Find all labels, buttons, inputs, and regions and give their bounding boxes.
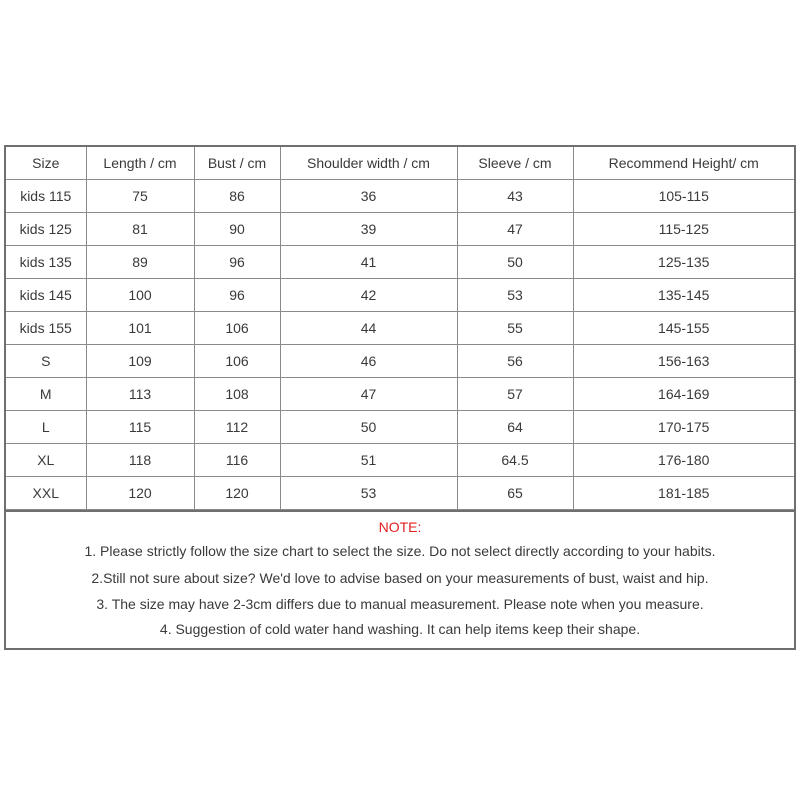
header-length: Length / cm [86, 147, 194, 180]
cell-shoulder-width: 50 [280, 411, 457, 444]
note-line-1: 1. Please strictly follow the size chart to select the size. Do not select directly according to your habits. [84, 543, 716, 559]
cell-size: XL [6, 444, 86, 477]
cell-bust: 116 [194, 444, 280, 477]
cell-shoulder-width: 47 [280, 378, 457, 411]
cell-length: 109 [86, 345, 194, 378]
header-shoulder-width: Shoulder width / cm [280, 147, 457, 180]
cell-length: 113 [86, 378, 194, 411]
cell-shoulder-width: 39 [280, 213, 457, 246]
cell-bust: 112 [194, 411, 280, 444]
cell-sleeve: 43 [457, 180, 573, 213]
cell-sleeve: 57 [457, 378, 573, 411]
cell-recommend-height: 105-115 [573, 180, 794, 213]
cell-recommend-height: 125-135 [573, 246, 794, 279]
cell-length: 115 [86, 411, 194, 444]
cell-shoulder-width: 53 [280, 477, 457, 510]
table-row [6, 246, 794, 279]
cell-shoulder-width: 44 [280, 312, 457, 345]
note-line-4: 4. Suggestion of cold water hand washing. It can help items keep their shape. [159, 621, 641, 637]
cell-recommend-height: 145-155 [573, 312, 794, 345]
note-title: NOTE: [378, 519, 422, 535]
cell-sleeve: 55 [457, 312, 573, 345]
cell-recommend-height: 181-185 [573, 477, 794, 510]
table-row [6, 477, 794, 510]
cell-bust: 108 [194, 378, 280, 411]
cell-recommend-height: 115-125 [573, 213, 794, 246]
cell-length: 81 [86, 213, 194, 246]
cell-sleeve: 64.5 [457, 444, 573, 477]
cell-sleeve: 64 [457, 411, 573, 444]
cell-shoulder-width: 46 [280, 345, 457, 378]
cell-shoulder-width: 41 [280, 246, 457, 279]
cell-length: 101 [86, 312, 194, 345]
table-row [6, 180, 794, 213]
note-line-3: 3. The size may have 2-3cm differs due to manual measurement. Please note when you measure. [96, 596, 704, 612]
cell-size: S [6, 345, 86, 378]
cell-bust: 96 [194, 279, 280, 312]
cell-bust: 86 [194, 180, 280, 213]
notes-section [6, 510, 794, 648]
cell-bust: 106 [194, 312, 280, 345]
table-row [6, 444, 794, 477]
table-row [6, 213, 794, 246]
size-chart [4, 145, 796, 650]
cell-size: kids 155 [6, 312, 86, 345]
cell-size: M [6, 378, 86, 411]
cell-bust: 90 [194, 213, 280, 246]
cell-recommend-height: 135-145 [573, 279, 794, 312]
cell-size: kids 135 [6, 246, 86, 279]
cell-recommend-height: 176-180 [573, 444, 794, 477]
cell-size: kids 145 [6, 279, 86, 312]
note-line-2: 2.Still not sure about size? We'd love to advise based on your measurements of bust, waist and hip. [91, 570, 709, 586]
cell-shoulder-width: 36 [280, 180, 457, 213]
size-table [6, 147, 794, 510]
cell-size: XXL [6, 477, 86, 510]
cell-shoulder-width: 51 [280, 444, 457, 477]
cell-shoulder-width: 42 [280, 279, 457, 312]
cell-sleeve: 53 [457, 279, 573, 312]
cell-length: 118 [86, 444, 194, 477]
cell-bust: 96 [194, 246, 280, 279]
header-sleeve: Sleeve / cm [457, 147, 573, 180]
cell-size: kids 115 [6, 180, 86, 213]
table-header-row [6, 147, 794, 180]
table-row [6, 411, 794, 444]
cell-sleeve: 65 [457, 477, 573, 510]
header-recommend-height: Recommend Height/ cm [573, 147, 794, 180]
cell-length: 75 [86, 180, 194, 213]
header-size: Size [6, 147, 86, 180]
cell-size: kids 125 [6, 213, 86, 246]
table-row [6, 279, 794, 312]
cell-recommend-height: 156-163 [573, 345, 794, 378]
cell-size: L [6, 411, 86, 444]
cell-length: 89 [86, 246, 194, 279]
table-row [6, 378, 794, 411]
cell-sleeve: 56 [457, 345, 573, 378]
cell-recommend-height: 170-175 [573, 411, 794, 444]
table-row [6, 345, 794, 378]
cell-recommend-height: 164-169 [573, 378, 794, 411]
cell-length: 120 [86, 477, 194, 510]
cell-bust: 106 [194, 345, 280, 378]
cell-sleeve: 47 [457, 213, 573, 246]
cell-length: 100 [86, 279, 194, 312]
header-bust: Bust / cm [194, 147, 280, 180]
cell-bust: 120 [194, 477, 280, 510]
table-row [6, 312, 794, 345]
cell-sleeve: 50 [457, 246, 573, 279]
